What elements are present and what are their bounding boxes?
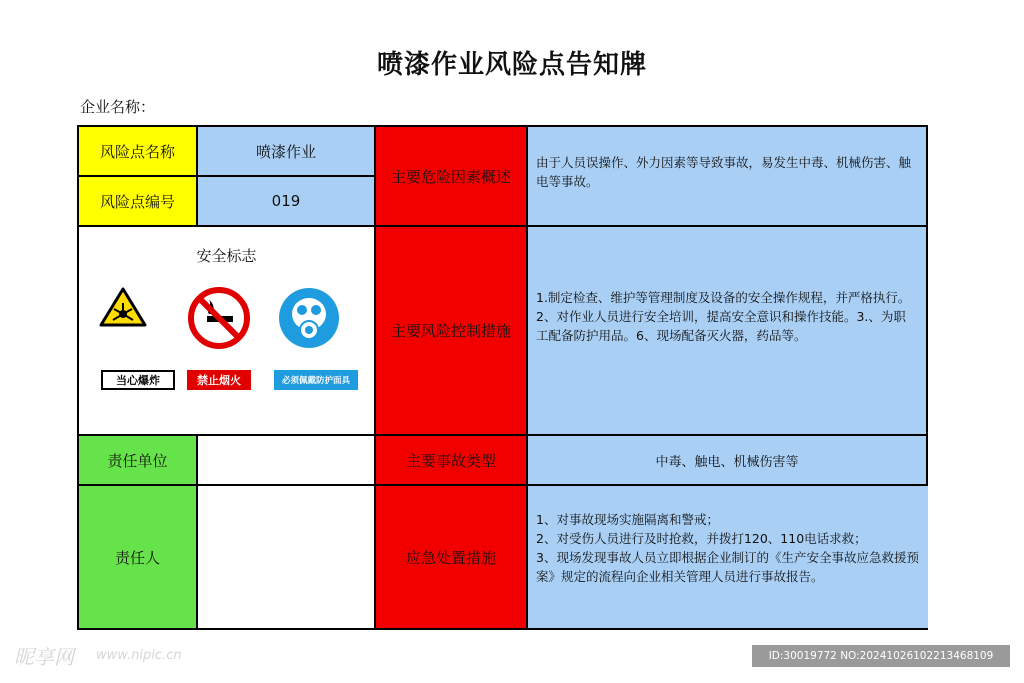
risk-name-value: 喷漆作业: [198, 127, 376, 177]
responsible-person-label: 责任人: [79, 486, 198, 628]
control-measures-text: 1.制定检查、维护等管理制度及设备的安全操作规程，并严格执行。2、对作业人员进行安全培训，提高安全意识和操作技能。3.、为职工配备防护用品。6、现场配备灭火器，药品等。: [528, 227, 928, 436]
control-measures-label: 主要风险控制措施: [376, 227, 528, 436]
accident-type-label: 主要事故类型: [376, 436, 528, 486]
safety-signs-title: 安全标志: [196, 247, 257, 265]
risk-code-label: 风险点编号: [79, 177, 198, 227]
image-id-bar: ID:30019772 NO:20241026102213468109: [752, 645, 1010, 667]
responsible-person-value: [198, 486, 376, 628]
gas-mask-icon: [277, 286, 341, 354]
no-smoking-caption: 禁止烟火: [187, 370, 251, 390]
hazard-text: 由于人员误操作、外力因素等导致事故，易发生中毒、机械伤害、触电等事故。: [528, 127, 928, 227]
emergency-line: 1、对事故现场实施隔离和警戒；: [536, 512, 719, 527]
explosion-warning-caption: 当心爆炸: [101, 370, 175, 390]
emergency-measures: [528, 486, 928, 628]
no-smoking-icon: [187, 286, 251, 354]
responsible-unit-value: [198, 436, 376, 486]
watermark-logo: 昵享网: [14, 645, 74, 669]
explosion-warning-icon: [99, 287, 147, 331]
hazard-label: 主要危险因素概述: [376, 127, 528, 227]
company-name-label: 企业名称：: [80, 98, 156, 116]
emergency-line: 3、现场发现事故人员立即根据企业制订的《生产安全事故应急救援预案》规定的流程向企业相关管理人员进行事故报告。: [536, 550, 919, 584]
risk-code-value: 019: [198, 177, 376, 227]
safety-signs-row: [79, 287, 375, 397]
page-title: 喷漆作业风险点告知牌: [376, 50, 647, 80]
safety-signs-panel: [79, 227, 376, 436]
emergency-line: 2、对受伤人员进行及时抢救，并拨打120、110电话求救；: [536, 531, 867, 546]
risk-board: [77, 125, 928, 630]
emergency-label: 应急处置措施: [376, 486, 528, 628]
risk-name-label: 风险点名称: [79, 127, 198, 177]
accident-type-value: 中毒、触电、机械伤害等: [528, 436, 928, 486]
watermark-url: www.nipic.cn: [96, 648, 182, 663]
responsible-unit-label: 责任单位: [79, 436, 198, 486]
gas-mask-caption: 必须佩戴防护面具: [274, 370, 358, 390]
